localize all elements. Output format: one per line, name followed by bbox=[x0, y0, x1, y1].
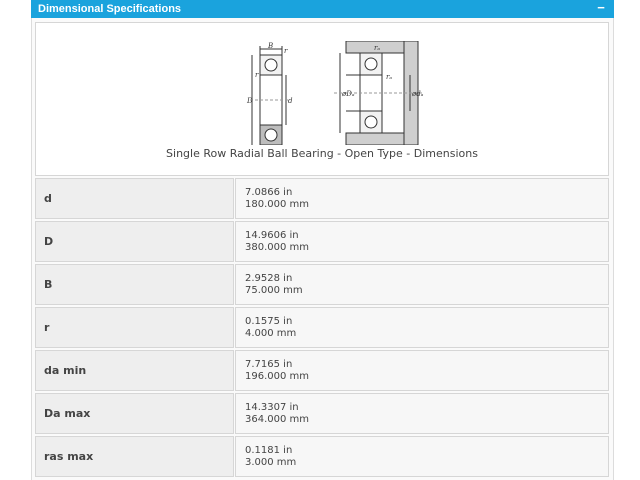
spec-value-mm: 75.000 mm bbox=[245, 285, 303, 296]
label-D: D bbox=[247, 97, 253, 105]
spec-value-in: 14.3307 in bbox=[245, 402, 299, 413]
label-da: ødₐ bbox=[412, 90, 424, 98]
spec-row-da-min bbox=[35, 350, 609, 391]
spec-value-in: 0.1181 in bbox=[245, 445, 293, 456]
panel-header[interactable] bbox=[31, 0, 614, 18]
label-r-left: r bbox=[255, 71, 259, 79]
spec-value-in: 14.9606 in bbox=[245, 230, 299, 241]
spec-label: Da max bbox=[35, 393, 234, 434]
panel-title: Dimensional Specifications bbox=[38, 3, 182, 15]
spec-value-mm: 180.000 mm bbox=[245, 199, 310, 210]
spec-value bbox=[235, 221, 609, 262]
bearing-figure bbox=[35, 22, 609, 176]
spec-value-mm: 4.000 mm bbox=[245, 328, 297, 339]
label-ra-side: rₐ bbox=[386, 73, 392, 81]
spec-value-in: 7.7165 in bbox=[245, 359, 293, 370]
label-B: B bbox=[268, 42, 274, 50]
label-d: d bbox=[288, 97, 293, 105]
spec-value bbox=[235, 436, 609, 477]
spec-label: r bbox=[35, 307, 234, 348]
spec-value bbox=[235, 307, 609, 348]
spec-label: D bbox=[35, 221, 234, 262]
spec-label: B bbox=[35, 264, 234, 305]
spec-value-mm: 3.000 mm bbox=[245, 457, 297, 468]
spec-value bbox=[235, 350, 609, 391]
spec-row-ras-max bbox=[35, 436, 609, 477]
bearing-diagram bbox=[246, 41, 436, 145]
spec-value-in: 7.0866 in bbox=[245, 187, 293, 198]
spec-value-in: 0.1575 in bbox=[245, 316, 293, 327]
spec-value-mm: 196.000 mm bbox=[245, 371, 310, 382]
spec-label: ras max bbox=[35, 436, 234, 477]
spec-value bbox=[235, 393, 609, 434]
spec-label: da min bbox=[35, 350, 234, 391]
label-Da: øDₐ bbox=[342, 90, 355, 98]
spec-row-Da-max bbox=[35, 393, 609, 434]
bearing-cross-section bbox=[250, 46, 290, 145]
spec-row-B bbox=[35, 264, 609, 305]
collapse-icon[interactable]: − bbox=[597, 0, 605, 15]
spec-row-D bbox=[35, 221, 609, 262]
spec-value-mm: 380.000 mm bbox=[245, 242, 310, 253]
spec-value-in: 2.9528 in bbox=[245, 273, 293, 284]
figure-caption: Single Row Radial Ball Bearing - Open Type - Dimensions bbox=[166, 147, 478, 160]
spec-value bbox=[235, 178, 609, 219]
spec-label: d bbox=[35, 178, 234, 219]
spec-row-d bbox=[35, 178, 609, 219]
spec-value bbox=[235, 264, 609, 305]
label-ra-top: rₐ bbox=[374, 44, 380, 52]
spec-value-mm: 364.000 mm bbox=[245, 414, 310, 425]
label-r-top: r bbox=[284, 47, 288, 55]
spec-row-r bbox=[35, 307, 609, 348]
